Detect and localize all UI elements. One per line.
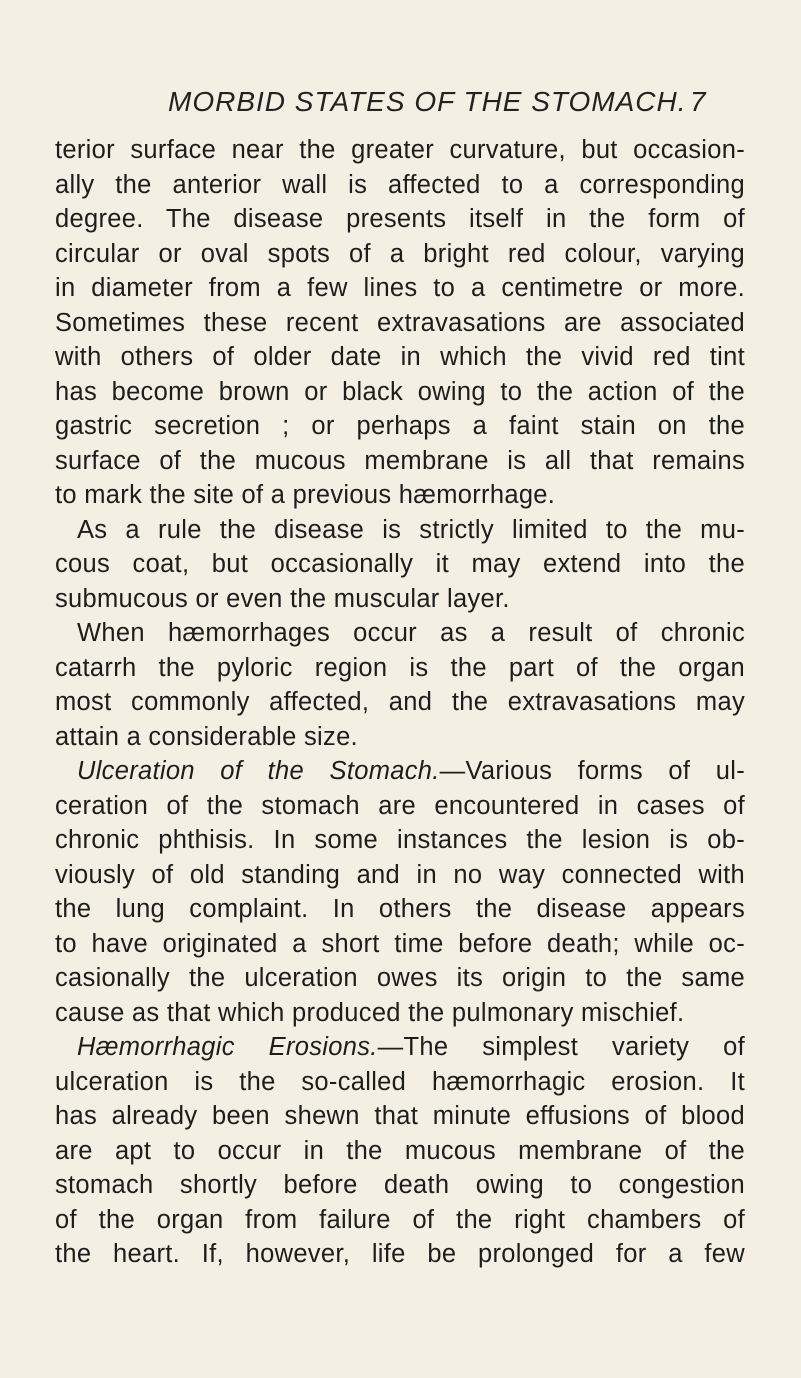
text-line: Sometimes these recent extravasations are associated bbox=[55, 308, 745, 337]
text-line: ally the anterior wall is affected to a corresponding bbox=[55, 170, 745, 199]
text-line: to have originated a short time before death; while oc- bbox=[55, 929, 745, 958]
text-line: with others of older date in which the vivid red tint bbox=[55, 343, 745, 371]
text-line-with-heading bbox=[55, 1030, 745, 1065]
text-line: surface of the mucous membrane is all that remains bbox=[55, 446, 745, 475]
heading-continuation: —Various forms of ul- bbox=[439, 757, 745, 785]
text-line: cause as that which produced the pulmonary mischief. bbox=[55, 998, 685, 1027]
text-line: in diameter from a few lines to a centimetre or more. bbox=[55, 274, 745, 302]
text-line: As a rule the disease is strictly limited to the mu- bbox=[77, 515, 745, 544]
text-line: stomach shortly before death owing to congestion bbox=[55, 1171, 745, 1199]
text-line: the lung complaint. In others the disease appears bbox=[55, 895, 745, 923]
running-head-title: MORBID STATES OF THE STOMACH. bbox=[168, 86, 687, 117]
text-line: most commonly affected, and the extravasations may bbox=[55, 688, 745, 716]
text-line: cous coat, but occasionally it may extend into the bbox=[55, 550, 745, 578]
text-line: submucous or even the muscular layer. bbox=[55, 584, 510, 613]
text-line: degree. The disease presents itself in the form of bbox=[55, 205, 745, 233]
text-line: terior surface near the greater curvature, but occasion- bbox=[55, 136, 745, 164]
text-line: chronic phthisis. In some instances the lesion is ob- bbox=[55, 826, 745, 854]
text-line: ulceration is the so-called hæmorrhagic erosion. It bbox=[55, 1067, 745, 1096]
text-line: ceration of the stomach are encountered in cases of bbox=[55, 791, 745, 820]
page-number: 7 bbox=[690, 86, 706, 117]
section-heading-erosions: Hæmorrhagic Erosions. bbox=[77, 1033, 378, 1061]
heading-continuation: —The simplest variety of bbox=[377, 1033, 745, 1061]
text-line: When hæmorrhages occur as a result of chronic bbox=[77, 619, 745, 647]
text-line: gastric secretion ; or perhaps a faint stain on the bbox=[55, 412, 745, 440]
text-line: casionally the ulceration owes its origin to the same bbox=[55, 964, 745, 992]
text-line: the heart. If, however, life be prolonged for a few bbox=[55, 1240, 745, 1268]
body-text bbox=[55, 133, 745, 1272]
text-line: to mark the site of a previous hæmorrhage. bbox=[55, 481, 556, 509]
text-line: of the organ from failure of the right chambers of bbox=[55, 1205, 745, 1234]
text-line: circular or oval spots of a bright red colour, varying bbox=[55, 239, 745, 268]
text-line: are apt to occur in the mucous membrane of the bbox=[55, 1136, 745, 1165]
text-line-with-heading bbox=[55, 754, 745, 789]
text-line: viously of old standing and in no way connected with bbox=[55, 860, 745, 889]
text-line: has become brown or black owing to the action of the bbox=[55, 377, 745, 406]
text-line: has already been shewn that minute effusions of blood bbox=[55, 1102, 745, 1130]
text-line: attain a considerable size. bbox=[55, 722, 358, 751]
text-line: catarrh the pyloric region is the part of the organ bbox=[55, 653, 745, 682]
section-heading-ulceration: Ulceration of the Stomach. bbox=[77, 757, 440, 785]
